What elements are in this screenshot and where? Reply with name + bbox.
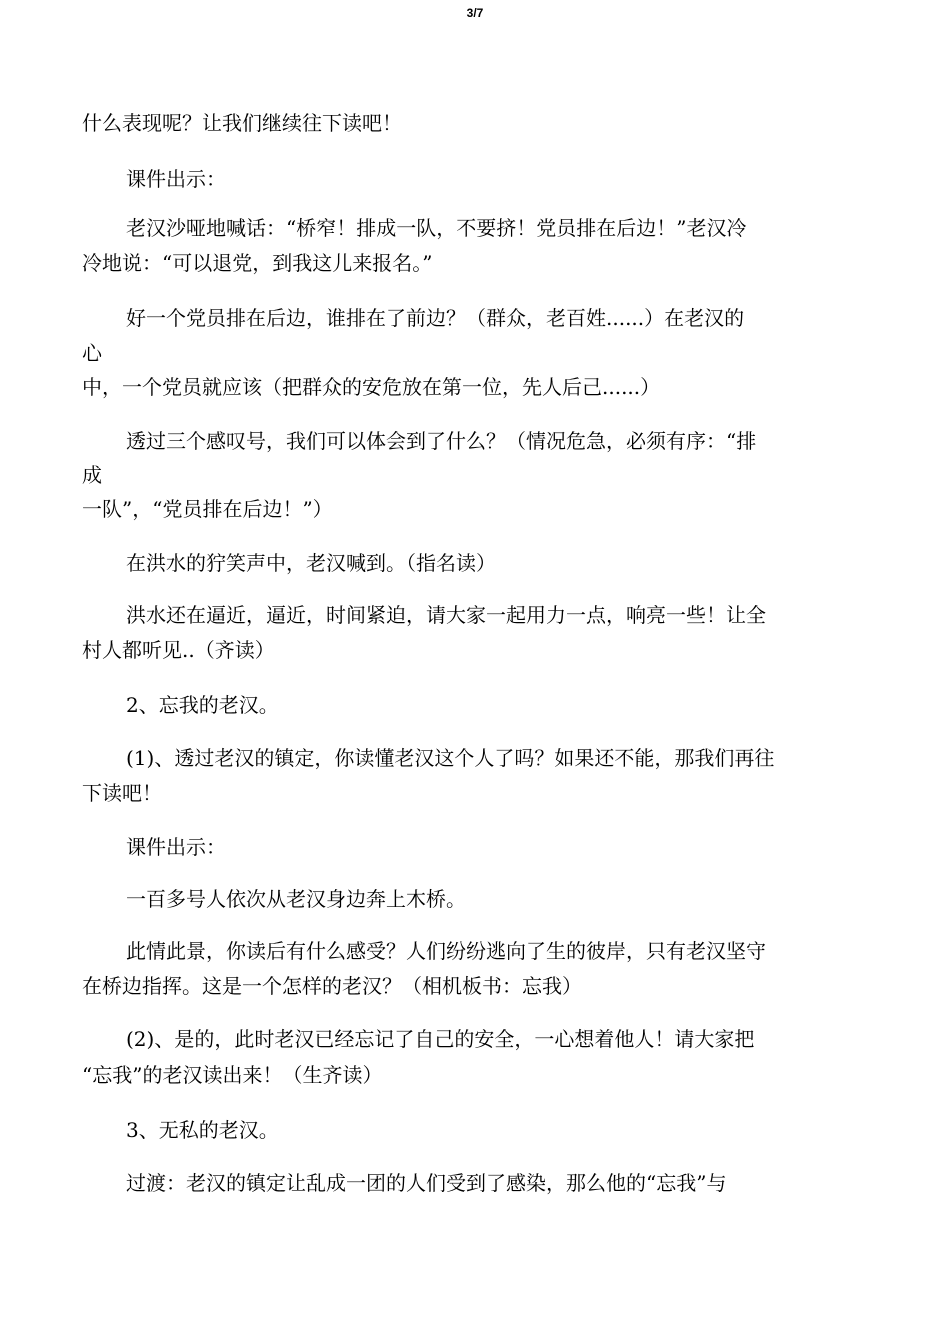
section-heading: 3、无私的老汉。 xyxy=(126,1118,279,1142)
paragraph-line: 一队”，“党员排在后边！”） xyxy=(82,497,333,521)
paragraph-line: 老汉沙哑地喊话：“桥窄！排成一队，不要挤！党员排在后边！”老汉冷 xyxy=(126,216,747,240)
paragraph-line: 洪水还在逼近，逼近，时间紧迫，请大家一起用力一点，响亮一些！让全 xyxy=(126,603,766,627)
paragraph-line: 下读吧！ xyxy=(82,781,162,805)
section-heading: 2、忘我的老汉。 xyxy=(126,693,279,717)
page-number: 3/7 xyxy=(466,6,484,20)
paragraph-line: 课件出示： xyxy=(126,835,226,859)
paragraph-line: “忘我”的老汉读出来！（生齐读） xyxy=(82,1063,383,1087)
paragraph-line: (2)、是的，此时老汉已经忘记了自己的安全，一心想着他人！请大家把 xyxy=(126,1027,755,1051)
paragraph-line: 此情此景，你读后有什么感受？人们纷纷逃向了生的彼岸，只有老汉坚守 xyxy=(126,939,766,963)
paragraph-line: 村人都听见..（齐读） xyxy=(82,638,275,662)
paragraph-line: 心 xyxy=(82,341,102,365)
paragraph-line: 透过三个感叹号，我们可以体会到了什么？（情况危急，必须有序：“排 xyxy=(126,429,757,453)
paragraph-line: (1)、透过老汉的镇定，你读懂老汉这个人了吗？如果还不能，那我们再往 xyxy=(126,746,775,770)
paragraph-line: 好一个党员排在后边，谁排在了前边？（群众，老百姓......）在老汉的 xyxy=(126,306,745,330)
paragraph-line: 中，一个党员就应该（把群众的安危放在第一位，先人后己......） xyxy=(82,375,661,399)
paragraph-line: 课件出示： xyxy=(126,167,226,191)
paragraph-line: 冷地说：“可以退党，到我这儿来报名。” xyxy=(82,251,433,275)
paragraph-line: 过渡：老汉的镇定让乱成一团的人们受到了感染，那么他的“忘我”与 xyxy=(126,1171,727,1195)
paragraph-line: 在桥边指挥。这是一个怎样的老汉？（相机板书：忘我） xyxy=(82,974,582,998)
paragraph-line: 在洪水的狞笑声中，老汉喊到。（指名读） xyxy=(126,551,496,575)
paragraph-line: 成 xyxy=(82,463,102,487)
paragraph-line: 一百多号人依次从老汉身边奔上木桥。 xyxy=(126,887,466,911)
paragraph-line: 什么表现呢？让我们继续往下读吧！ xyxy=(82,111,402,135)
